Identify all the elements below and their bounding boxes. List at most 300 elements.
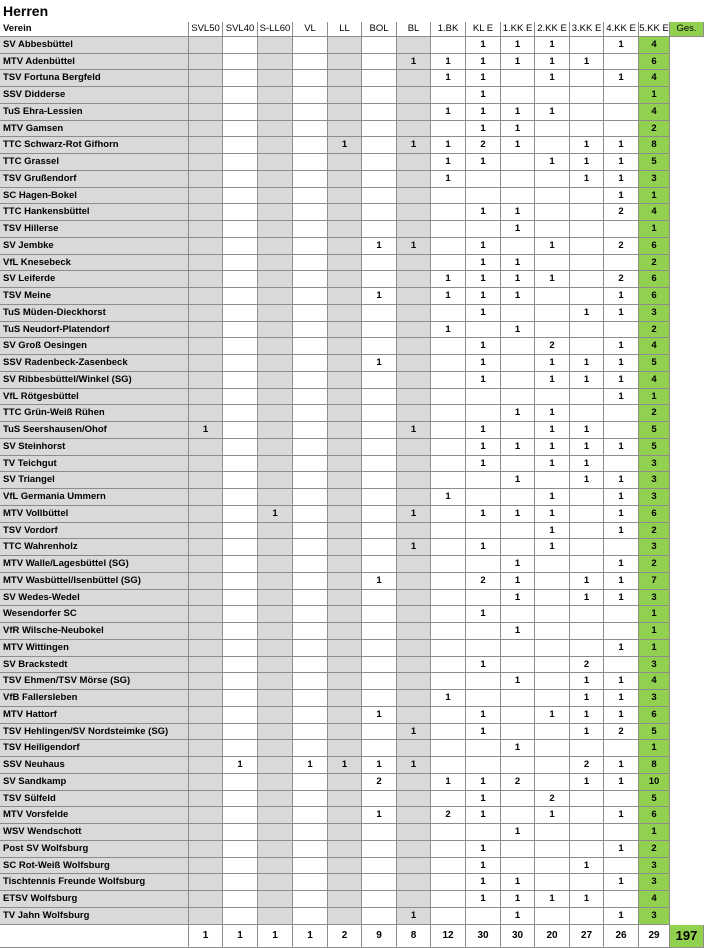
- table-cell: [223, 523, 258, 540]
- table-cell: [258, 740, 293, 757]
- table-cell: [570, 188, 604, 205]
- table-cell: 1: [604, 908, 639, 925]
- table-cell: [431, 204, 466, 221]
- table-cell: [293, 506, 328, 523]
- table-cell: 1: [604, 556, 639, 573]
- table-cell: 1: [431, 690, 466, 707]
- table-cell: [293, 858, 328, 875]
- table-cell: [189, 657, 223, 674]
- table-cell: [397, 623, 431, 640]
- table-cell: [293, 221, 328, 238]
- table-cell: [293, 606, 328, 623]
- column-header: BL: [397, 22, 431, 37]
- table-cell: [466, 322, 501, 339]
- table-cell: [501, 355, 535, 372]
- table-cell: [293, 271, 328, 288]
- table-cell: 2: [570, 757, 604, 774]
- table-cell: [535, 87, 570, 104]
- table-cell: [293, 707, 328, 724]
- table-cell: [328, 858, 362, 875]
- table-cell: [604, 740, 639, 757]
- table-cell: 10: [639, 774, 670, 791]
- table-cell: [223, 908, 258, 925]
- table-cell: [570, 841, 604, 858]
- table-cell: [223, 305, 258, 322]
- total-cell: 197: [670, 925, 704, 948]
- table-cell: 1: [535, 104, 570, 121]
- table-cell: [258, 690, 293, 707]
- table-cell: [397, 606, 431, 623]
- total-cell: 2: [328, 925, 362, 948]
- table-cell: 3: [639, 874, 670, 891]
- table-cell: [258, 791, 293, 808]
- table-cell: [362, 841, 397, 858]
- column-header: SVL40: [223, 22, 258, 37]
- table-cell: [362, 171, 397, 188]
- table-cell: 1: [397, 724, 431, 741]
- table-cell: [604, 121, 639, 138]
- table-cell: [362, 104, 397, 121]
- table-cell: [362, 824, 397, 841]
- table-cell: [431, 841, 466, 858]
- table-cell: [570, 807, 604, 824]
- table-cell: 1: [466, 54, 501, 71]
- table-cell: 1: [466, 37, 501, 54]
- table-cell: 1: [466, 724, 501, 741]
- table-cell: 1: [570, 707, 604, 724]
- table-cell: [223, 657, 258, 674]
- table-cell: 1: [570, 422, 604, 439]
- table-cell: [293, 255, 328, 272]
- table-cell: [189, 204, 223, 221]
- table-cell: [293, 104, 328, 121]
- table-cell: [431, 573, 466, 590]
- table-cell: [604, 104, 639, 121]
- table-cell: 8: [639, 757, 670, 774]
- column-header: 4.KK E: [604, 22, 639, 37]
- table-cell: [258, 154, 293, 171]
- club-name: SV Brackstedt: [0, 657, 189, 674]
- table-cell: [362, 539, 397, 556]
- table-cell: [328, 523, 362, 540]
- table-cell: [397, 573, 431, 590]
- table-cell: [604, 405, 639, 422]
- table-cell: 1: [466, 372, 501, 389]
- table-cell: 1: [535, 154, 570, 171]
- table-cell: [431, 506, 466, 523]
- table-cell: [258, 221, 293, 238]
- table-cell: [535, 740, 570, 757]
- table-cell: [535, 824, 570, 841]
- table-cell: [223, 204, 258, 221]
- table-cell: 1: [466, 841, 501, 858]
- table-cell: 1: [397, 506, 431, 523]
- table-cell: [362, 372, 397, 389]
- table-cell: [293, 908, 328, 925]
- table-cell: 1: [570, 891, 604, 908]
- table-cell: [189, 506, 223, 523]
- table-cell: 1: [535, 439, 570, 456]
- table-cell: [258, 288, 293, 305]
- table-cell: [535, 305, 570, 322]
- table-cell: [189, 908, 223, 925]
- table-cell: 5: [639, 154, 670, 171]
- table-cell: [362, 389, 397, 406]
- table-cell: [535, 623, 570, 640]
- table-cell: 1: [639, 606, 670, 623]
- table-cell: [223, 372, 258, 389]
- table-cell: 1: [570, 774, 604, 791]
- club-name: VfL Germania Ummern: [0, 489, 189, 506]
- table-cell: [258, 556, 293, 573]
- table-cell: 1: [604, 305, 639, 322]
- table-cell: [466, 405, 501, 422]
- table-cell: [570, 539, 604, 556]
- column-header: BOL: [362, 22, 397, 37]
- table-cell: [535, 556, 570, 573]
- table-cell: 1: [501, 37, 535, 54]
- table-cell: 1: [570, 690, 604, 707]
- table-cell: 1: [501, 104, 535, 121]
- club-name: MTV Gamsen: [0, 121, 189, 138]
- table-cell: [258, 673, 293, 690]
- table-cell: [223, 874, 258, 891]
- table-cell: [397, 288, 431, 305]
- table-cell: [604, 87, 639, 104]
- table-cell: [501, 171, 535, 188]
- table-cell: [397, 556, 431, 573]
- table-cell: [293, 338, 328, 355]
- table-cell: [604, 322, 639, 339]
- table-title: Herren: [0, 0, 704, 22]
- table-cell: [223, 355, 258, 372]
- table-cell: [570, 70, 604, 87]
- table-cell: [258, 489, 293, 506]
- table-cell: [570, 288, 604, 305]
- table-cell: [328, 255, 362, 272]
- table-cell: [293, 673, 328, 690]
- club-name: VfR Wilsche-Neubokel: [0, 623, 189, 640]
- table-cell: [258, 891, 293, 908]
- table-cell: [328, 606, 362, 623]
- table-cell: [223, 238, 258, 255]
- table-cell: 4: [639, 37, 670, 54]
- table-cell: [328, 405, 362, 422]
- club-name: MTV Walle/Lagesbüttel (SG): [0, 556, 189, 573]
- table-cell: [397, 690, 431, 707]
- table-cell: [397, 456, 431, 473]
- table-cell: [501, 657, 535, 674]
- table-cell: 1: [639, 824, 670, 841]
- table-cell: [189, 37, 223, 54]
- table-cell: 1: [466, 539, 501, 556]
- table-cell: [397, 355, 431, 372]
- table-cell: 1: [604, 523, 639, 540]
- table-cell: [397, 188, 431, 205]
- table-cell: [223, 841, 258, 858]
- table-cell: [293, 791, 328, 808]
- table-cell: [535, 908, 570, 925]
- table-cell: 1: [501, 573, 535, 590]
- table-cell: 1: [362, 757, 397, 774]
- table-cell: [258, 724, 293, 741]
- table-cell: [258, 422, 293, 439]
- table-cell: 1: [570, 372, 604, 389]
- table-cell: [431, 539, 466, 556]
- table-cell: [258, 70, 293, 87]
- table-cell: [535, 137, 570, 154]
- table-cell: 1: [535, 405, 570, 422]
- table-cell: 1: [604, 338, 639, 355]
- table-cell: 1: [639, 640, 670, 657]
- table-cell: [293, 355, 328, 372]
- table-cell: 1: [501, 908, 535, 925]
- table-cell: [293, 472, 328, 489]
- table-cell: [293, 824, 328, 841]
- table-cell: [189, 104, 223, 121]
- table-cell: [501, 338, 535, 355]
- table-cell: [293, 439, 328, 456]
- table-cell: [604, 657, 639, 674]
- table-cell: [362, 858, 397, 875]
- table-cell: [258, 171, 293, 188]
- table-cell: 2: [639, 556, 670, 573]
- table-cell: [258, 355, 293, 372]
- table-cell: [328, 908, 362, 925]
- table-cell: [362, 791, 397, 808]
- table-cell: 1: [397, 238, 431, 255]
- table-cell: [362, 154, 397, 171]
- table-cell: 1: [362, 707, 397, 724]
- table-cell: 1: [604, 70, 639, 87]
- table-cell: [293, 422, 328, 439]
- table-cell: [466, 221, 501, 238]
- table-cell: 1: [466, 657, 501, 674]
- column-header: 2.KK E: [535, 22, 570, 37]
- column-header: VL: [293, 22, 328, 37]
- table-cell: 2: [362, 774, 397, 791]
- table-cell: [328, 305, 362, 322]
- table-cell: [570, 489, 604, 506]
- table-cell: [570, 104, 604, 121]
- table-cell: [223, 154, 258, 171]
- table-cell: 1: [535, 523, 570, 540]
- club-name: TTC Hankensbüttel: [0, 204, 189, 221]
- table-cell: 1: [466, 606, 501, 623]
- table-cell: 1: [466, 791, 501, 808]
- table-cell: 1: [604, 690, 639, 707]
- table-cell: [293, 171, 328, 188]
- table-cell: [293, 489, 328, 506]
- table-cell: [223, 221, 258, 238]
- table-cell: [570, 506, 604, 523]
- club-name: SV Abbesbüttel: [0, 37, 189, 54]
- table-cell: 3: [639, 171, 670, 188]
- table-cell: [223, 472, 258, 489]
- table-cell: 2: [639, 121, 670, 138]
- table-cell: [258, 121, 293, 138]
- table-cell: [223, 590, 258, 607]
- table-cell: [258, 322, 293, 339]
- club-name: SV Leiferde: [0, 271, 189, 288]
- table-cell: [362, 37, 397, 54]
- table-cell: 1: [362, 807, 397, 824]
- table-cell: [570, 255, 604, 272]
- table-cell: [223, 405, 258, 422]
- table-cell: [535, 858, 570, 875]
- table-cell: 1: [431, 70, 466, 87]
- table-cell: [293, 523, 328, 540]
- table-cell: [328, 623, 362, 640]
- table-cell: [293, 456, 328, 473]
- table-cell: 1: [431, 154, 466, 171]
- table-cell: [431, 338, 466, 355]
- table-cell: 1: [604, 807, 639, 824]
- table-cell: [431, 673, 466, 690]
- column-header: 5.KK E: [639, 22, 670, 37]
- table-cell: [501, 489, 535, 506]
- table-cell: [328, 104, 362, 121]
- table-cell: [397, 37, 431, 54]
- club-name: Post SV Wolfsburg: [0, 841, 189, 858]
- table-cell: 1: [362, 238, 397, 255]
- table-cell: [570, 791, 604, 808]
- table-cell: 1: [397, 757, 431, 774]
- table-cell: [293, 204, 328, 221]
- table-cell: [328, 288, 362, 305]
- table-cell: 1: [466, 456, 501, 473]
- table-cell: [223, 740, 258, 757]
- table-cell: [328, 188, 362, 205]
- table-cell: 6: [639, 271, 670, 288]
- column-header: LL: [328, 22, 362, 37]
- club-name: TV Jahn Wolfsburg: [0, 908, 189, 925]
- table-cell: [293, 556, 328, 573]
- table-cell: [328, 171, 362, 188]
- table-cell: [362, 439, 397, 456]
- table-cell: [223, 489, 258, 506]
- club-name: TuS Ehra-Lessien: [0, 104, 189, 121]
- table-cell: [431, 389, 466, 406]
- table-cell: [328, 422, 362, 439]
- table-cell: 1: [501, 673, 535, 690]
- table-cell: [604, 858, 639, 875]
- table-cell: [604, 623, 639, 640]
- total-cell: 12: [431, 925, 466, 948]
- table-cell: [293, 640, 328, 657]
- table-cell: 1: [604, 573, 639, 590]
- table-cell: [535, 389, 570, 406]
- table-cell: [223, 556, 258, 573]
- table-cell: [431, 523, 466, 540]
- table-cell: [189, 271, 223, 288]
- table-cell: [328, 322, 362, 339]
- table-cell: [501, 188, 535, 205]
- table-cell: [431, 372, 466, 389]
- table-cell: 1: [466, 271, 501, 288]
- club-name: SV Groß Oesingen: [0, 338, 189, 355]
- table-cell: [362, 422, 397, 439]
- table-cell: [189, 221, 223, 238]
- table-cell: 1: [570, 137, 604, 154]
- table-cell: [258, 657, 293, 674]
- table-cell: 1: [501, 405, 535, 422]
- column-header: S-LL60: [258, 22, 293, 37]
- table-cell: [431, 858, 466, 875]
- table-cell: [223, 389, 258, 406]
- table-cell: [328, 338, 362, 355]
- table-cell: [362, 724, 397, 741]
- club-name: TTC Schwarz-Rot Gifhorn: [0, 137, 189, 154]
- table-cell: [362, 523, 397, 540]
- table-cell: [431, 891, 466, 908]
- table-cell: [189, 791, 223, 808]
- table-cell: [189, 372, 223, 389]
- table-cell: [535, 774, 570, 791]
- table-cell: [189, 640, 223, 657]
- table-cell: [258, 523, 293, 540]
- table-cell: 2: [639, 523, 670, 540]
- table-cell: 1: [535, 54, 570, 71]
- table-cell: [258, 807, 293, 824]
- table-cell: 1: [466, 874, 501, 891]
- table-cell: 1: [431, 171, 466, 188]
- table-cell: [501, 606, 535, 623]
- table-cell: [466, 489, 501, 506]
- table-cell: [535, 171, 570, 188]
- table-cell: 6: [639, 506, 670, 523]
- table-cell: [328, 372, 362, 389]
- table-cell: [466, 757, 501, 774]
- table-cell: [258, 590, 293, 607]
- table-cell: [223, 104, 258, 121]
- table-cell: [258, 774, 293, 791]
- table-cell: [466, 740, 501, 757]
- table-cell: [328, 807, 362, 824]
- table-cell: [535, 322, 570, 339]
- table-cell: [328, 221, 362, 238]
- total-cell: 26: [604, 925, 639, 948]
- table-cell: [397, 372, 431, 389]
- table-cell: [362, 640, 397, 657]
- table-cell: [189, 305, 223, 322]
- table-cell: 1: [431, 774, 466, 791]
- table-cell: [293, 874, 328, 891]
- table-cell: 1: [431, 54, 466, 71]
- table-cell: 1: [570, 154, 604, 171]
- club-name: TTC Wahrenholz: [0, 539, 189, 556]
- table-cell: [431, 623, 466, 640]
- table-cell: [223, 824, 258, 841]
- table-cell: [189, 858, 223, 875]
- club-name: WSV Wendschott: [0, 824, 189, 841]
- table-cell: 2: [639, 322, 670, 339]
- table-cell: [501, 807, 535, 824]
- table-cell: 1: [466, 774, 501, 791]
- table-cell: [189, 757, 223, 774]
- table-cell: [362, 204, 397, 221]
- table-cell: 1: [397, 54, 431, 71]
- table-cell: 1: [535, 70, 570, 87]
- table-cell: 1: [501, 556, 535, 573]
- table-cell: [570, 740, 604, 757]
- table-cell: [362, 623, 397, 640]
- table-cell: [466, 690, 501, 707]
- table-cell: [258, 573, 293, 590]
- table-cell: 3: [639, 472, 670, 489]
- table-cell: 4: [639, 204, 670, 221]
- table-cell: [535, 690, 570, 707]
